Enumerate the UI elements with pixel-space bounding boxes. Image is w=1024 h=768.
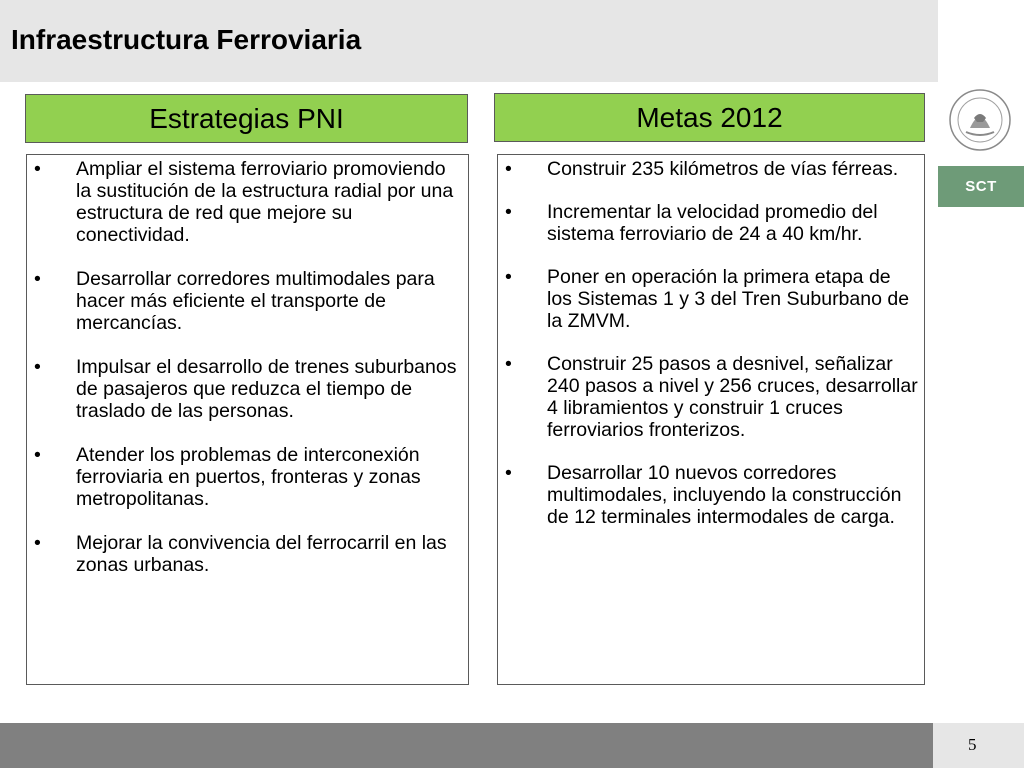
list-item bbox=[498, 158, 918, 180]
list-item bbox=[498, 201, 918, 245]
strategies-header: Estrategias PNI bbox=[25, 94, 468, 143]
page-number-box bbox=[933, 723, 1024, 768]
goal-text: Poner en operación la primera etapa de los Sistemas 1 y 3 del Tren Suburbano de la ZMVM. bbox=[547, 266, 910, 332]
goal-text: Desarrollar 10 nuevos corredores multimodales, incluyendo la construcción de 12 terminales intermodales de carga. bbox=[547, 462, 902, 528]
bullet-icon: • bbox=[34, 532, 41, 554]
bullet-icon: • bbox=[505, 462, 512, 484]
bullet-icon: • bbox=[34, 268, 41, 290]
bullet-icon: • bbox=[505, 201, 512, 223]
list-item bbox=[27, 158, 462, 246]
bullet-icon: • bbox=[34, 444, 41, 466]
strategies-box bbox=[26, 154, 469, 685]
goal-text: Incrementar la velocidad promedio del sistema ferroviario de 24 a 40 km/hr. bbox=[547, 201, 878, 245]
list-item bbox=[27, 532, 462, 576]
goal-text: Construir 235 kilómetros de vías férreas. bbox=[547, 158, 899, 180]
bullet-icon: • bbox=[505, 158, 512, 180]
goals-list bbox=[498, 155, 924, 528]
strategy-text: Impulsar el desarrollo de trenes suburbanos de pasajeros que reduzca el tiempo de traslado de las personas. bbox=[76, 356, 457, 422]
goals-header: Metas 2012 bbox=[494, 93, 925, 142]
mexico-coat-of-arms-seal-icon bbox=[948, 88, 1012, 152]
slide-title: Infraestructura Ferroviaria bbox=[11, 24, 362, 55]
list-item bbox=[27, 268, 462, 334]
goals-box bbox=[497, 154, 925, 685]
bullet-icon: • bbox=[505, 266, 512, 288]
strategy-text: Mejorar la convivencia del ferrocarril en las zonas urbanas. bbox=[76, 532, 447, 576]
bullet-icon: • bbox=[34, 158, 41, 180]
list-item bbox=[498, 266, 918, 332]
list-item bbox=[27, 356, 462, 422]
strategy-text: Atender los problemas de interconexión ferroviaria en puertos, fronteras y zonas metropolitanas. bbox=[76, 444, 421, 510]
bullet-icon: • bbox=[505, 353, 512, 375]
list-item bbox=[498, 462, 918, 528]
bullet-icon: • bbox=[34, 356, 41, 378]
strategies-list bbox=[27, 155, 468, 576]
list-item bbox=[498, 353, 918, 441]
sct-badge: SCT bbox=[938, 166, 1024, 207]
list-item bbox=[27, 444, 462, 510]
goal-text: Construir 25 pasos a desnivel, señalizar 240 pasos a nivel y 256 cruces, desarrollar 4 libramientos y construir 1 cruces ferroviarios fronterizos. bbox=[547, 353, 918, 441]
footer-bar bbox=[0, 723, 933, 768]
strategy-text: Ampliar el sistema ferroviario promoviendo la sustitución de la estructura radial por una estructura de red que mejore su conectividad. bbox=[76, 158, 454, 246]
page-number: 5 bbox=[968, 735, 977, 754]
strategy-text: Desarrollar corredores multimodales para hacer más eficiente el transporte de mercancías. bbox=[76, 268, 435, 334]
